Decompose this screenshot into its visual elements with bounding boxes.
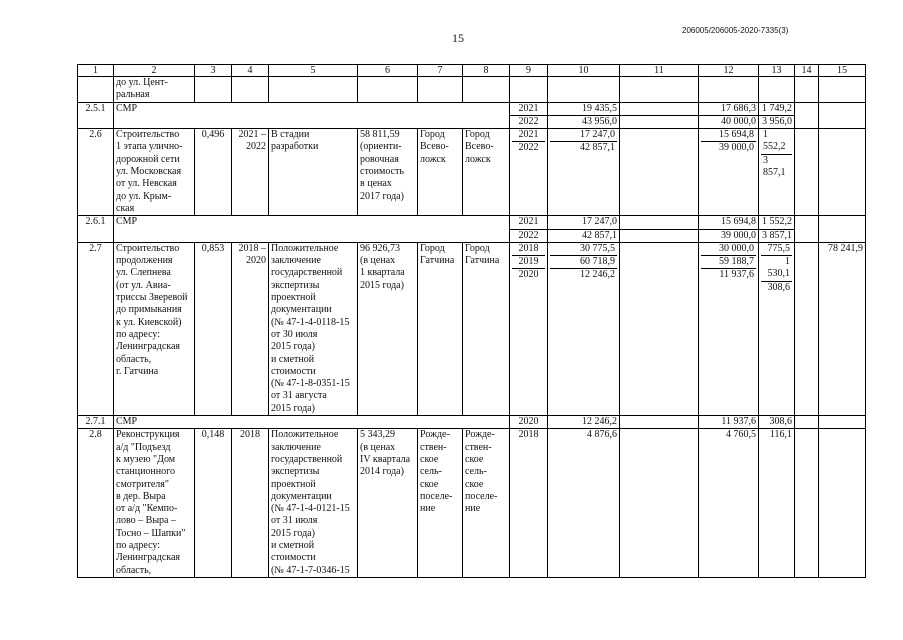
object-name-cell: СМР (114, 416, 510, 429)
item-number-cell: 2.7.1 (78, 416, 114, 429)
location-cell: Город Всево- ложск (418, 129, 463, 216)
period-cell: 2021 – 2022 (232, 129, 269, 216)
item-number-cell: 2.6.1 (78, 216, 114, 243)
table-row (78, 216, 866, 229)
period-cell: 2018 – 2020 (232, 242, 269, 415)
table-row (78, 416, 866, 429)
table-row (78, 77, 866, 103)
year-cell: 2022 (510, 229, 548, 242)
object-name-cell: СМР (114, 102, 510, 129)
column-header: 11 (620, 65, 699, 77)
column-header: 4 (232, 65, 269, 77)
documentation-cell: Положительное заключение государственной экспертизы проектной документации (№ 47-1-4-0118-15 от 30 июля 2015 года) и сметной стоимости (№ 47-1-8-0351-15 от 31 августа 2015 года) (269, 242, 358, 415)
column-header: 7 (418, 65, 463, 77)
cost-cell: 96 926,73 (в ценах 1 квартала 2015 года) (358, 242, 418, 415)
capacity-cell: 0,496 (195, 129, 232, 216)
location-cell: Город Всево- ложск (463, 129, 510, 216)
amount-cell: 1 749,2 (759, 102, 795, 115)
year-cell: 2020 (510, 416, 548, 429)
column-header: 6 (358, 65, 418, 77)
documentation-cell: В стадии разработки (269, 129, 358, 216)
amount-cell: 42 857,1 (548, 229, 620, 242)
column-header: 8 (463, 65, 510, 77)
location-cell: Рожде- ствен- ское сель- ское поселе- ние (463, 429, 510, 578)
year-cell: 2021 (510, 216, 548, 229)
amount-cell: 17 686,3 (699, 102, 759, 115)
column-header: 13 (759, 65, 795, 77)
object-name-cell: Строительство продолжения ул. Слепнева (от ул. Авиа- триссы Зверевой до примыкания к ул. Киевской) по адресу: Ленинградская область, г. Гатчина (114, 242, 195, 415)
column-header: 12 (699, 65, 759, 77)
amount-cell: 30 000,0 59 188,7 11 937,6 (699, 242, 759, 415)
column-header: 5 (269, 65, 358, 77)
cost-cell: 5 343,29 (в ценах IV квартала 2014 года) (358, 429, 418, 578)
location-cell: Город Гатчина (463, 242, 510, 415)
amount-cell: 1 552,2 (759, 216, 795, 229)
item-number-cell: 2.7 (78, 242, 114, 415)
item-number-cell: 2.5.1 (78, 102, 114, 129)
amount-cell: 17 247,0 42 857,1 (548, 129, 620, 216)
amount-cell: 15 694,8 (699, 216, 759, 229)
amount-cell: 775,5 1 530,1 308,6 (759, 242, 795, 415)
amount-cell: 11 937,6 (699, 416, 759, 429)
table-row (78, 102, 866, 115)
object-name-cell: СМР (114, 216, 510, 243)
amount-cell: 19 435,5 (548, 102, 620, 115)
column-header: 9 (510, 65, 548, 77)
period-cell: 2018 (232, 429, 269, 578)
amount-cell: 43 956,0 (548, 115, 620, 128)
capacity-cell: 0,148 (195, 429, 232, 578)
amount-cell: 40 000,0 (699, 115, 759, 128)
amount-cell: 3 956,0 (759, 115, 795, 128)
data-table (77, 64, 866, 578)
item-number-cell: 2.6 (78, 129, 114, 216)
total-cell: 78 241,9 (819, 242, 866, 415)
column-header: 14 (795, 65, 819, 77)
amount-cell: 4 760,5 (699, 429, 759, 578)
amount-cell: 308,6 (759, 416, 795, 429)
object-name-cell: Реконструкция а/д "Подъезд к музею "Дом станционного смотрителя" в дер. Выра от а/д "Кемпо- лово – Выра – Тосно – Шапки" по адресу: Ленинградская область, (114, 429, 195, 578)
object-name-cell: до ул. Цент- ральная (114, 77, 195, 103)
amount-cell: 3 857,1 (759, 229, 795, 242)
year-cell: 2018 (510, 429, 548, 578)
amount-cell: 17 247,0 (548, 216, 620, 229)
page-number: 15 (452, 31, 464, 45)
amount-cell: 39 000,0 (699, 229, 759, 242)
documentation-cell: Положительное заключение государственной экспертизы проектной документации (№ 47-1-4-0121-15 от 31 июля 2015 года) и сметной стоимости (№ 47-1-7-0346-15 (269, 429, 358, 578)
column-header: 1 (78, 65, 114, 77)
year-cell: 2021 2022 (510, 129, 548, 216)
document-code: 206005/206005-2020-7335(3) (682, 26, 789, 35)
amount-cell: 30 775,5 60 718,9 12 246,2 (548, 242, 620, 415)
table-row (78, 129, 866, 216)
column-header: 15 (819, 65, 866, 77)
item-number-cell: 2.8 (78, 429, 114, 578)
amount-cell: 12 246,2 (548, 416, 620, 429)
table-row (78, 242, 866, 415)
capacity-cell: 0,853 (195, 242, 232, 415)
year-cell: 2021 (510, 102, 548, 115)
amount-cell: 15 694,8 39 000,0 (699, 129, 759, 216)
object-name-cell: Строительство 1 этапа улично- дорожной сети ул. Московская от ул. Невская до ул. Крым- ская (114, 129, 195, 216)
year-cell: 2022 (510, 115, 548, 128)
cost-cell: 58 811,59 (ориенти- ровочная стоимость в ценах 2017 года) (358, 129, 418, 216)
amount-cell: 4 876,6 (548, 429, 620, 578)
table-row (78, 429, 866, 578)
column-number-row (78, 65, 866, 77)
column-header: 10 (548, 65, 620, 77)
location-cell: Рожде- ствен- ское сель- ское поселе- ние (418, 429, 463, 578)
location-cell: Город Гатчина (418, 242, 463, 415)
column-header: 2 (114, 65, 195, 77)
amount-cell: 1 552,2 3 857,1 (759, 129, 795, 216)
amount-cell: 116,1 (759, 429, 795, 578)
column-header: 3 (195, 65, 232, 77)
year-cell: 2018 2019 2020 (510, 242, 548, 415)
